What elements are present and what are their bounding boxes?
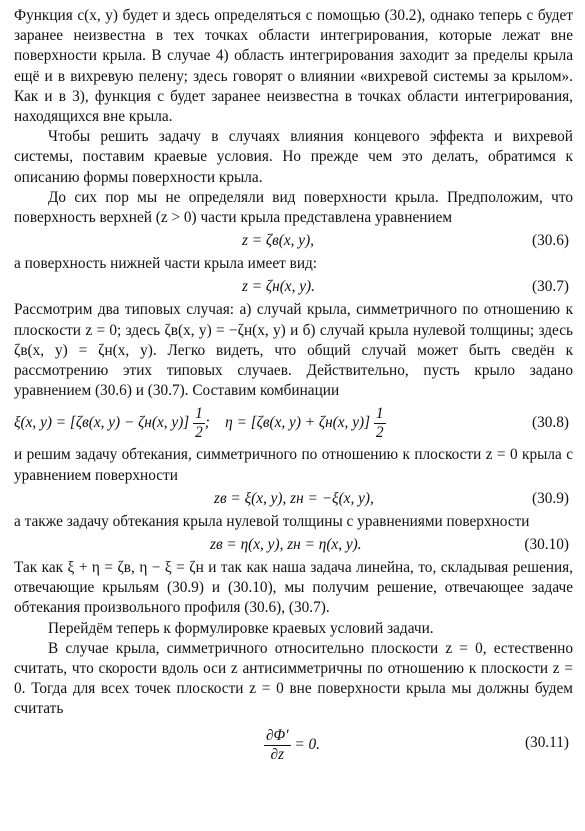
fraction-denominator: ∂z (270, 745, 285, 763)
equation-number: (30.8) (532, 414, 569, 432)
fraction-denominator: 2 (375, 424, 384, 442)
equation-right: η = [ζв(x, y) + ζн(x, y)] (225, 414, 371, 432)
paragraph: Так как ξ + η = ζв, η − ξ = ζн и так как наша задача линейна, то, складывая решения, отвечающие крыльям (30.9) и (30.10), мы получим решение, отвечающее задаче обтекания произвольного профиля (30.6), (30.7). (14, 559, 573, 617)
fraction-numerator: 1 (375, 405, 384, 423)
equation-separator: ; (204, 414, 210, 432)
equation-30-11 (14, 720, 573, 766)
equation-30-9 (14, 486, 573, 512)
equation-30-6 (14, 228, 573, 254)
fraction (374, 405, 386, 442)
paragraph: а также задачу обтекания крыла нулевой толщины с уравнениями поверхности (14, 512, 530, 530)
equation-body: zв = η(x, y), zн = η(x, y). (210, 536, 362, 554)
paragraph: До сих пор мы не определяли вид поверхности крыла. Предположим, что поверхность верхней (z > 0) части крыла представлена уравнением (14, 188, 573, 227)
equation-number: (30.6) (532, 232, 569, 250)
equation-number: (30.10) (524, 536, 569, 554)
paragraph: В случае крыла, симметричного относительно плоскости z = 0, естественно считать, что скорости вдоль оси z антисимметричны по отношению к плоскости z = 0. Тогда для всех точек плоскости z = 0 вне поверхности крыла мы должны будем считать (14, 639, 573, 718)
equation-body (14, 401, 386, 445)
equation-number: (30.9) (532, 489, 569, 507)
paragraph: а поверхность нижней части крыла имеет вид: (14, 255, 318, 273)
paragraph: Перейдём теперь к формулировке краевых условий задачи. (48, 619, 434, 637)
equation-rest: = 0. (294, 735, 321, 753)
equation-30-10 (14, 532, 573, 558)
fraction (193, 405, 205, 442)
equation-30-8 (14, 401, 573, 445)
fraction-numerator: 1 (195, 405, 203, 423)
equation-body: z = ζн(x, y). (242, 278, 315, 296)
paragraph: Чтобы решить задачу в случаях влияния концевого эффекта и вихревой системы, поставим краевые условия. Но прежде чем это делать, обратимся к описанию формы поверхности крыла. (14, 128, 573, 186)
equation-left: ξ(x, y) = [ζв(x, y) − ζн(x, y)] (14, 414, 190, 432)
equation-body: z = ζв(x, y), (242, 232, 314, 250)
equation-body: zв = ξ(x, y), zн = −ξ(x, y), (214, 489, 374, 507)
fraction (264, 727, 291, 764)
paragraph: и решим задачу обтекания, симметричного по отношению к плоскости z = 0 крыла с уравнением поверхности (14, 446, 573, 484)
equation-number: (30.11) (524, 733, 569, 751)
fraction-numerator: ∂Φ′ (266, 726, 289, 744)
paragraph: Рассмотрим два типовых случая: а) случай крыла, симметричного по отношению к плоскости z = 0; здесь ζв(x, y) = −ζн(x, y) и б) случай крыла нулевой толщины; здесь ζв(x, y) = ζн(x, y). Легко видеть, что общий случай может быть сведён к рассмотрению этих типовых случаев. Действительно, пусть крыло задано уравнением (30.6) и (30.7). Составим комбинации (14, 301, 573, 400)
fraction-denominator: 2 (195, 424, 203, 442)
equation-number: (30.7) (532, 278, 569, 296)
equation-body (264, 722, 320, 768)
paragraph: Функция c(x, y) будет и здесь определяться с помощью (30.2), однако теперь c будет заранее неизвестна в тех точках области интегрирования, которые лежат вне поверхности крыла. В случае 4) область интегрирования заходит за пределы крыла ещё и в вихревую пелену; здесь говорят о влиянии «вихревой системы за крылом». Как и в 3), функция c будет заранее неизвестна в точках области интегрирования, находящихся вне крыла. (14, 7, 573, 126)
equation-30-7 (14, 274, 573, 300)
